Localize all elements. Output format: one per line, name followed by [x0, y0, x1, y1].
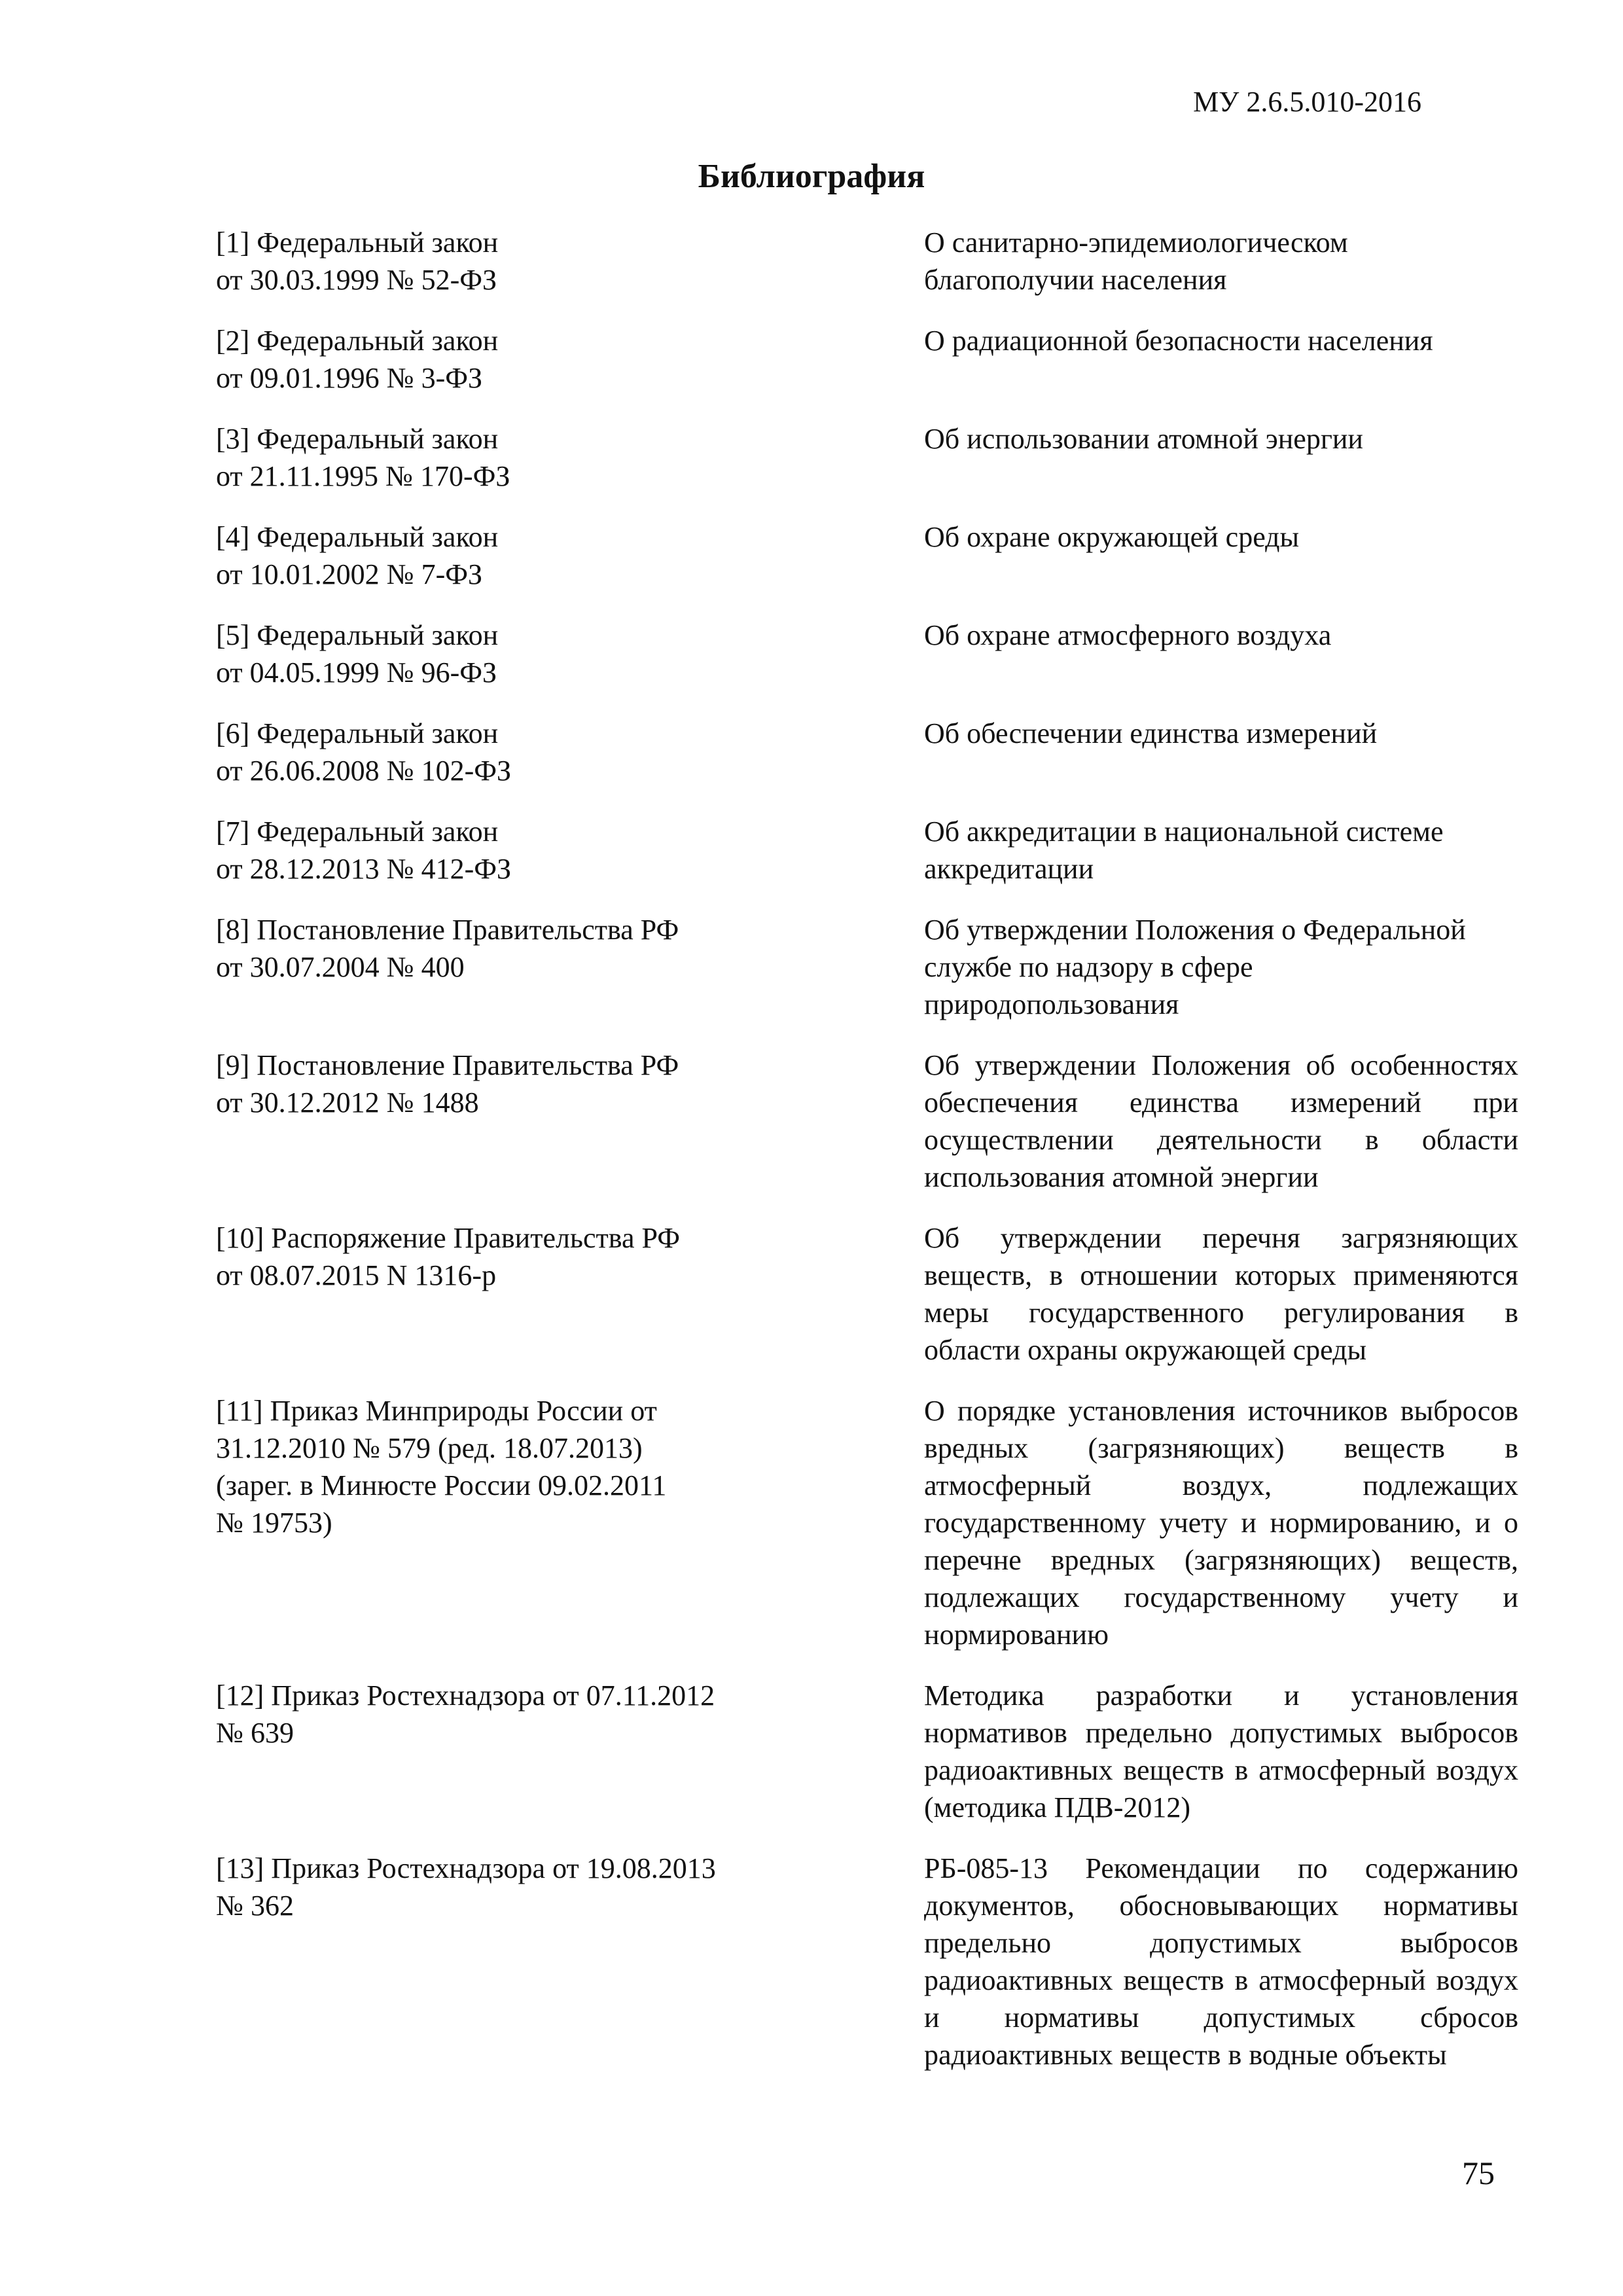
bibliography-entry-5 [216, 617, 1518, 691]
entry-description: Об использовании атомной энергии [924, 423, 1363, 455]
bibliography-entry-2 [216, 322, 1518, 397]
bibliography-entry-4 [216, 518, 1518, 593]
entry-reference: [8] Постановление Правительства РФ от 30.07.2004 № 400 [216, 914, 679, 983]
bibliography-entry-9 [216, 1047, 1518, 1196]
entry-description: Об утверждении Положения об особенностях обеспечения единства измерений при осуществлении деятельности в области использования атомной энергии [924, 1049, 1518, 1193]
entry-reference: [6] Федеральный закон от 26.06.2008 № 102-ФЗ [216, 717, 512, 787]
bibliography-entry-13 [216, 1850, 1518, 2073]
page-title: Библиография [698, 158, 925, 195]
entry-reference: [12] Приказ Ростехнадзора от 07.11.2012 № 639 [216, 1679, 715, 1749]
entry-description: О санитарно-эпидемиологическом благополучии населения [924, 226, 1348, 296]
entry-reference: [2] Федеральный закон от 09.01.1996 № 3-ФЗ [216, 325, 499, 394]
bibliography-entry-10 [216, 1219, 1518, 1369]
entry-description: Об утверждении перечня загрязняющих веществ, в отношении которых применяются меры государственного регулирования в области охраны окружающей среды [924, 1222, 1518, 1366]
entry-description: Об охране атмосферного воздуха [924, 619, 1332, 651]
entry-reference: [11] Приказ Минприроды России от 31.12.2010 № 579 (ред. 18.07.2013) (зарег. в Минюсте России 09.02.2011 № 19753) [216, 1395, 667, 1539]
entry-description: О порядке установления источников выбросов вредных (загрязняющих) веществ в атмосферный воздух, подлежащих государственному учету и нормированию, и о перечне вредных (загрязняющих) веществ, подлежащих государственному учету и нормированию [924, 1395, 1518, 1651]
page-number: 75 [1462, 2155, 1495, 2191]
bibliography-entry-12 [216, 1677, 1518, 1826]
bibliography-entry-3 [216, 420, 1518, 495]
bibliography-entry-7 [216, 813, 1518, 888]
bibliography-entry-6 [216, 715, 1518, 789]
entry-description: О радиационной безопасности населения [924, 325, 1433, 357]
document-code: МУ 2.6.5.010-2016 [1193, 86, 1421, 118]
bibliography-list [216, 224, 1518, 2097]
entry-description: РБ-085-13 Рекомендации по содержанию документов, обосновывающих нормативы предельно допустимых выбросов радиоактивных веществ в атмосферный воздух и нормативы допустимых сбросов радиоактивных веществ в водные объекты [924, 1852, 1518, 2071]
entry-description: Об аккредитации в национальной системе аккредитации [924, 816, 1444, 885]
entry-description: Об утверждении Положения о Федеральной службе по надзору в сфере природопользования [924, 914, 1466, 1020]
entry-description: Об обеспечении единства измерений [924, 717, 1378, 749]
entry-reference: [3] Федеральный закон от 21.11.1995 № 170-ФЗ [216, 423, 510, 492]
entry-reference: [1] Федеральный закон от 30.03.1999 № 52-ФЗ [216, 226, 499, 296]
bibliography-entry-1 [216, 224, 1518, 298]
entry-reference: [9] Постановление Правительства РФ от 30.12.2012 № 1488 [216, 1049, 679, 1119]
bibliography-entry-11 [216, 1392, 1518, 1653]
entry-reference: [10] Распоряжение Правительства РФ от 08.07.2015 N 1316-р [216, 1222, 680, 1291]
entry-description: Методика разработки и установления нормативов предельно допустимых выбросов радиоактивных веществ в атмосферный воздух (методика ПДВ-2012) [924, 1679, 1518, 1823]
entry-description: Об охране окружающей среды [924, 521, 1300, 553]
bibliography-entry-8 [216, 911, 1518, 1023]
entry-reference: [13] Приказ Ростехнадзора от 19.08.2013 № 362 [216, 1852, 716, 1922]
entry-reference: [5] Федеральный закон от 04.05.1999 № 96-ФЗ [216, 619, 499, 689]
entry-reference: [7] Федеральный закон от 28.12.2013 № 412-ФЗ [216, 816, 512, 885]
entry-reference: [4] Федеральный закон от 10.01.2002 № 7-ФЗ [216, 521, 499, 590]
